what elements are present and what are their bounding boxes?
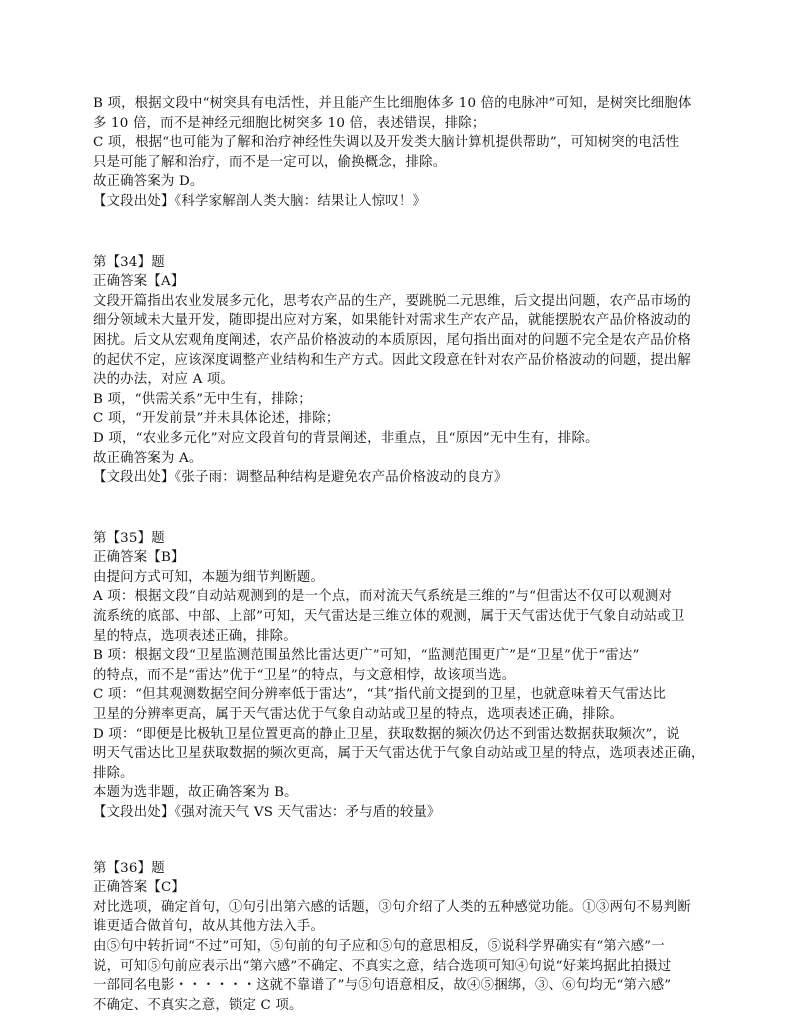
text-line: 一部同名电影・・・・・・这就不靠谱了”与⑤句语意相反，故④⑤捆绑，③、⑥句均无“第六感” [93, 978, 672, 994]
text-line: 的起伏不定，应该深度调整产业结构和生产方式。因此文段意在针对农产品价格波动的问题，提出解 [93, 352, 691, 368]
correct-answer: 正确答案【B】 [93, 550, 185, 566]
text-line: A 项：根据文段“自动站观测到的是一个点，而对流天气系统是三维的”与“但雷达不仅可以观测对 [93, 589, 673, 605]
question-34-block [93, 253, 715, 488]
text-line: 排除。 [93, 765, 134, 781]
text-line: 卫星的分辨率更高，属于天气雷达优于气象自动站或卫星的特点，选项表述正确，排除。 [93, 707, 624, 723]
text-line: 故正确答案为 D。 [93, 174, 204, 190]
answer-analysis-page [93, 94, 715, 1015]
text-line: B 项，“供需关系”无中生有，排除； [93, 391, 312, 407]
question-heading: 第【36】题 [93, 860, 165, 876]
text-line: 文段开篇指出农业发展多元化，思考农产品的生产，要跳脱二元思维，后文提出问题，农产品市场的 [93, 293, 691, 309]
spacer [93, 488, 715, 529]
text-line: 故正确答案为 A。 [93, 450, 203, 466]
source-citation: 【文段出处】《科学家解剖人类大脑：结果让人惊叹！》 [93, 193, 427, 209]
question-heading: 第【35】题 [93, 530, 165, 546]
text-line: C 项，“开发前景”并未具体论述，排除； [93, 411, 340, 427]
text-line: B 项，根据文段中“树突具有电活性，并且能产生比细胞体多 10 倍的电脉冲”可知，是树突比细胞体 [93, 96, 692, 111]
intro-block [93, 94, 715, 212]
text-line: C 项，根据“也可能为了解和治疗神经性失调以及开发类大脑计算机提供帮助”，可知树突的电活性 [93, 135, 680, 151]
text-line: 明天气雷达比卫星获取数据的频次更高，属于天气雷达优于气象自动站或卫星的特点，选项表述正确， [93, 746, 705, 762]
text-line: 多 10 倍，而不是神经元细胞比树突多 10 倍，表述错误，排除； [93, 115, 486, 131]
text-line: 细分领域未大量开发，随即提出应对方案，如果能针对需求生产农产品，就能摆脱农产品价格波动的 [93, 313, 691, 329]
spacer [93, 823, 715, 859]
text-line: D 项，“农业多元化”对应文段首句的背景阐述，非重点，且“原因”无中生有，排除。 [93, 430, 599, 446]
correct-answer: 正确答案【C】 [93, 880, 185, 896]
text-line: C 项：“但其观测数据空间分辨率低于雷达”，“其”指代前文提到的卫星，也就意味着天气雷达比 [93, 687, 667, 703]
text-line: 流系统的底部、中部、上部”可知，天气雷达是三维立体的观测，属于天气雷达优于气象自动站或卫 [93, 609, 685, 625]
text-line: 只是可能了解和治疗，而不是一定可以，偷换概念，排除。 [93, 154, 447, 170]
source-citation: 【文段出处】《张子雨：调整品种结构是避免农产品价格波动的良方》 [93, 470, 508, 486]
source-citation: 【文段出处】《强对流天气 VS 天气雷达：矛与盾的较量》 [93, 805, 441, 820]
text-line: D 项：“即便是比极轨卫星位置更高的静止卫星，获取数据的频次仍达不到雷达数据获取频次”，说 [93, 726, 680, 742]
text-line: 由⑤句中转折词“不过”可知，⑤句前的句子应和⑤句的意思相反，⑤说科学界确实有“第六感”一 [93, 938, 665, 954]
text-line: B 项：根据文段“卫星监测范围虽然比雷达更广”可知，“监测范围更广”是“卫星”优于“雷达” [93, 648, 640, 664]
correct-answer: 正确答案【A】 [93, 274, 185, 290]
question-heading: 第【34】题 [93, 254, 165, 270]
text-line: 本题为选非题，故正确答案为 B。 [93, 785, 298, 801]
text-line: 困扰。后文从宏观角度阐述，农产品价格波动的本质原因，尾句指出面对的问题不完全是农产品价格 [93, 332, 691, 348]
text-line: 星的特点，选项表述正确，排除。 [93, 628, 297, 644]
text-line: 决的办法，对应 A 项。 [93, 372, 235, 388]
spacer [93, 212, 715, 253]
text-line: 不确定、不真实之意，锁定 C 项。 [93, 997, 303, 1013]
text-line: 由提问方式可知，本题为细节判断题。 [93, 569, 325, 585]
text-line: 说，可知⑤句前应表示出“第六感”不确定、不真实之意，结合选项可知④句说“好莱坞据此拍摄过 [93, 958, 672, 974]
question-35-block [93, 529, 715, 823]
question-36-block [93, 859, 715, 1016]
text-line: 对比选项，确定首句，①句引出第六感的话题，③句介绍了人类的五种感觉功能。①③两句不易判断 [93, 899, 691, 915]
text-line: 谁更适合做首句，故从其他方法入手。 [93, 919, 325, 935]
text-line: 的特点，而不是“雷达”优于“卫星”的特点，与文意相悖，故该项当选。 [93, 667, 516, 683]
